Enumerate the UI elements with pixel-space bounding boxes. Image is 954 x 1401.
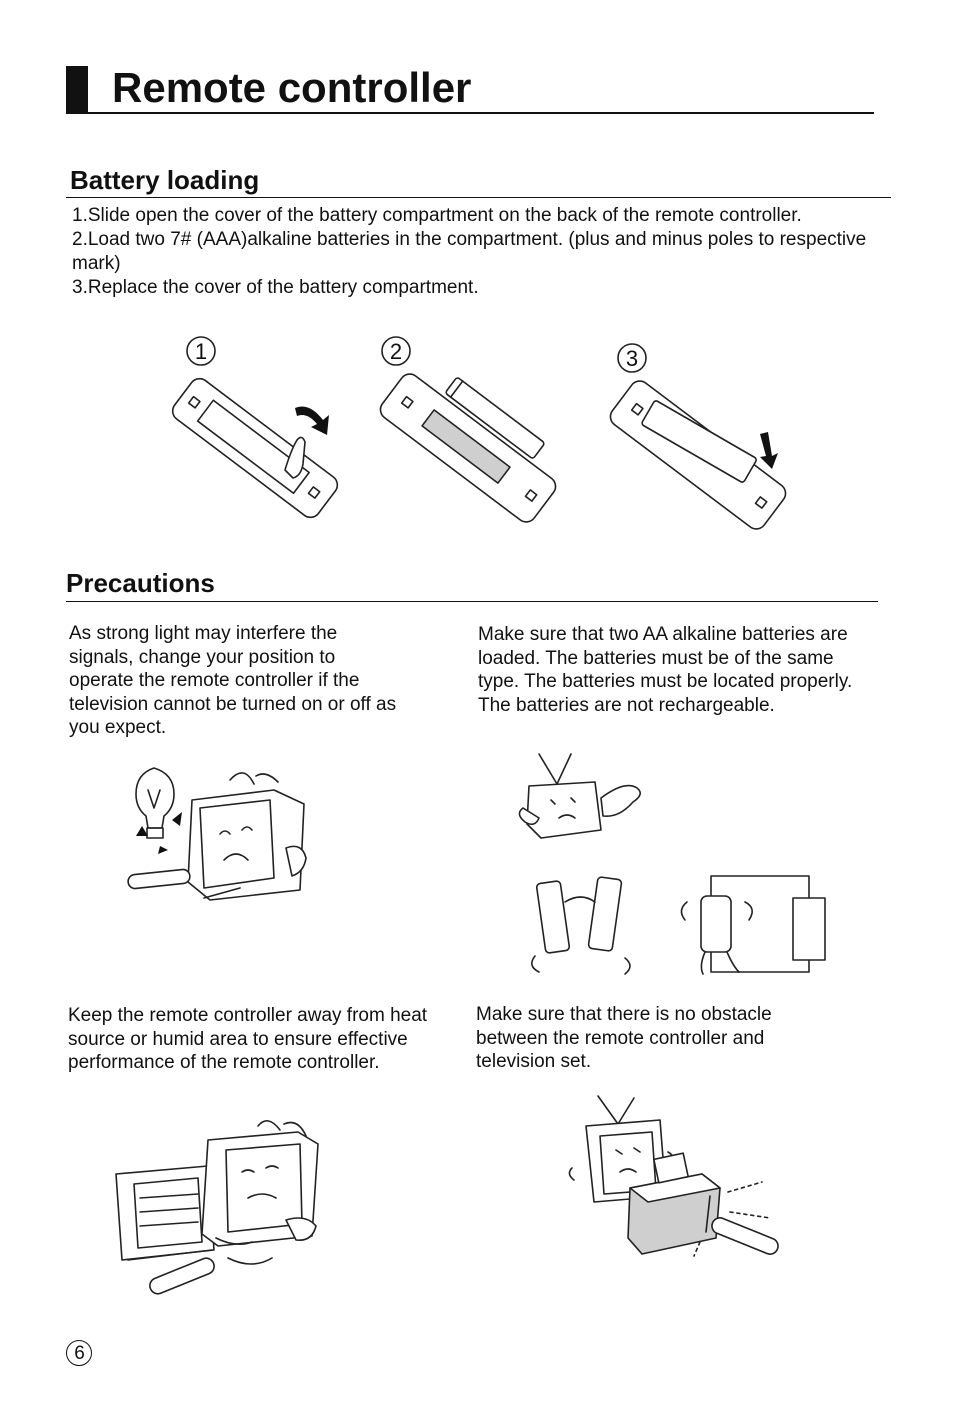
figure-label-2: 2 [389, 339, 403, 364]
precaution-no-obstacle: Make sure that there is no obstacle between the remote controller and television set. [476, 1004, 772, 1072]
battery-step-2: 2.Load two 7# (AAA)alkaline batteries in the compartment. (plus and minus poles to respective mark) [72, 229, 867, 274]
battery-step-3: 3.Replace the cover of the battery compartment. [72, 277, 479, 298]
title-accent-bar [66, 66, 88, 113]
remote-open-cover-icon [169, 337, 342, 521]
tv-obstacle-icon [560, 1092, 790, 1267]
page-number: 6 [74, 1343, 85, 1364]
figure-label-3: 3 [625, 346, 639, 371]
remote-close-cover-icon [606, 344, 789, 533]
page-title: Remote controller [112, 64, 472, 111]
battery-loading-divider [66, 197, 891, 198]
precautions-heading: Precautions [66, 568, 215, 598]
battery-loading-steps [72, 204, 902, 300]
precaution-batteries: Make sure that two AA alkaline batteries are loaded. The batteries must be of the same type. The batteries must be located properly. The batteries are not rechargeable. [478, 624, 853, 716]
tv-heater-icon [108, 1120, 338, 1300]
battery-character-icon [681, 896, 752, 974]
title-divider [66, 112, 874, 114]
battery-pair-icon [532, 877, 630, 974]
tv-batteries-icon [515, 752, 835, 980]
precaution-strong-light: As strong light may interfere the signals, change your position to operate the remote controller if the television cannot be turned on or off as you expect. [69, 623, 397, 738]
tv-bulb-icon [120, 760, 340, 910]
battery-loading-heading: Battery loading [70, 165, 260, 195]
precaution-heat-humidity: Keep the remote controller away from heat source or humid area to ensure effective performance of the remote controller. [68, 1005, 428, 1073]
precautions-divider [66, 601, 878, 602]
battery-step-1: 1.Slide open the cover of the battery compartment on the back of the remote controller. [72, 205, 802, 226]
remote-load-batteries-icon [376, 337, 559, 526]
figure-label-1: 1 [194, 339, 208, 364]
battery-steps-figure [160, 330, 800, 540]
